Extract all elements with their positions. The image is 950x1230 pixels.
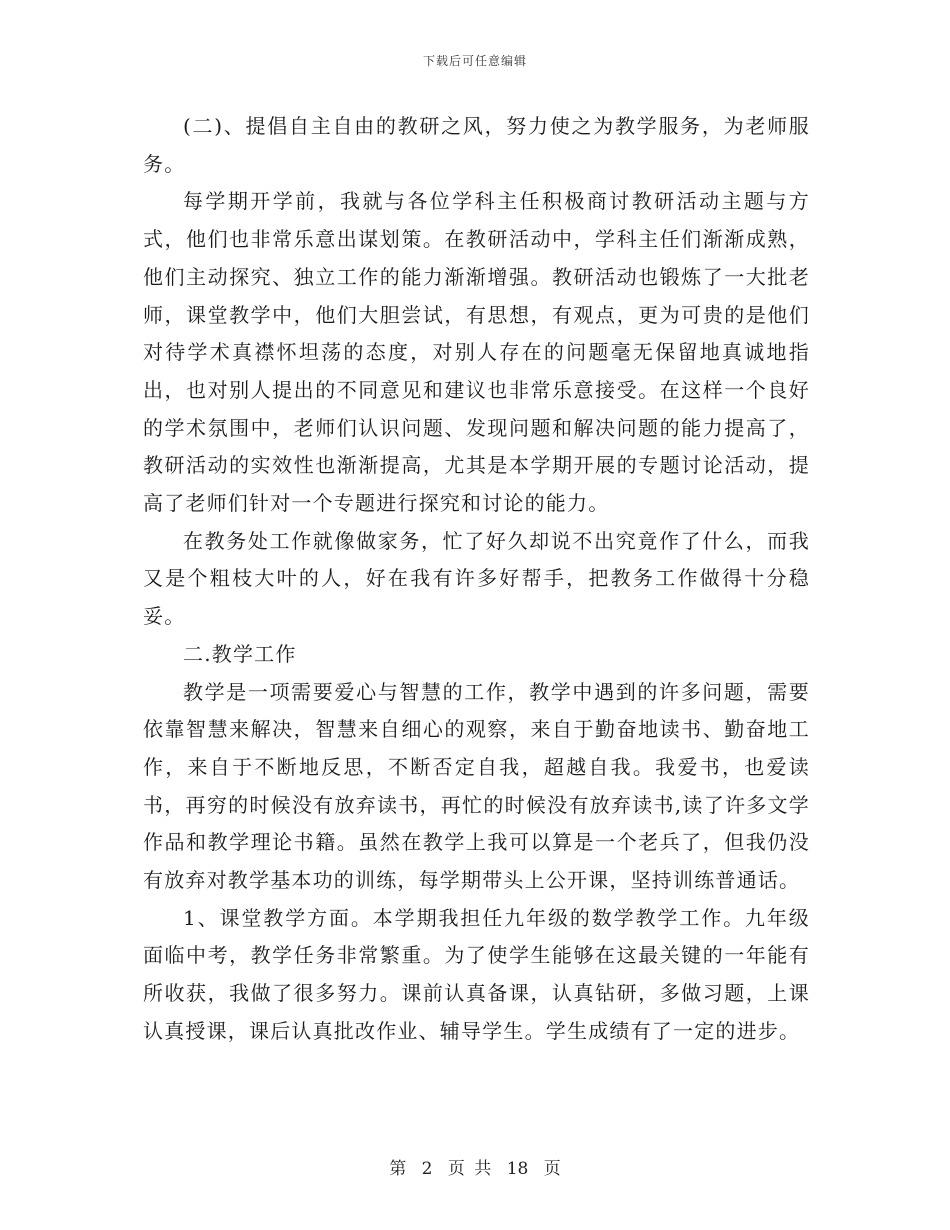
footer-page-suffix: 页 — [543, 1159, 561, 1179]
footer-page-number: 2 — [421, 1159, 433, 1179]
page-header-note: 下载后可任意编辑 — [422, 54, 527, 68]
paragraph-academic-office: 在教务处工作就像做家务，忙了好久却说不出究竟作了什么，而我又是个粗枝大叶的人，好在我有许多好帮手，把教务工作做得十分稳妥。 — [143, 528, 810, 629]
paragraph-teaching-wisdom: 教学是一项需要爱心与智慧的工作，教学中遇到的许多问题，需要依靠智慧来解决，智慧来自细心的观察，来自于勤奋地读书、勤奋地工作，来自于不断地反思，不断否定自我，超越自我。我爱书，也爱读书，再穷的时候没有放弃读书，再忙的时候没有放弃读书,读了许多文学作品和教学理论书籍。虽然在教学上我可以算是一个老兵了，但我仍没有放弃对教学基本功的训练，每学期带头上公开课，坚持训练普通话。 — [143, 679, 810, 893]
paragraph-section-heading-2: (二)、提倡自主自由的教研之风，努力使之为教学服务，为老师服务。 — [143, 114, 810, 176]
footer-page-prefix: 第 — [389, 1159, 407, 1179]
paragraph-classroom-teaching: 1、课堂教学方面。本学期我担任九年级的数学教学工作。九年级面临中考，教学任务非常繁重。为了使学生能够在这最关键的一年能有所收获，我做了很多努力。课前认真备课，认真钻研，多做习题，上课认真授课，课后认真批改作业、辅导学生。学生成绩有了一定的进步。 — [143, 905, 810, 1043]
footer-page-total: 18 — [506, 1159, 529, 1179]
paragraph-teaching-work-heading: 二.教学工作 — [183, 641, 297, 666]
page-footer — [0, 1154, 950, 1179]
paragraph-research-activities: 每学期开学前，我就与各位学科主任积极商讨教研活动主题与方式，他们也非常乐意出谋划策。在教研活动中，学科主任们渐渐成熟，他们主动探究、独立工作的能力渐渐增强。教研活动也锻炼了一大批老师，课堂教学中，他们大胆尝试，有思想，有观点，更为可贵的是他们对待学术真襟怀坦荡的态度，对别人存在的问题毫无保留地真诚地指出，也对别人提出的不同意见和建议也非常乐意接受。在这样一个良好的学术氛围中，老师们认识问题、发现问题和解决问题的能力提高了，教研活动的实效性也渐渐提高，尤其是本学期开展的专题讨论活动，提高了老师们针对一个专题进行探究和讨论的能力。 — [143, 189, 810, 516]
footer-page-mid: 页 共 — [447, 1159, 492, 1179]
document-body — [143, 108, 810, 1051]
